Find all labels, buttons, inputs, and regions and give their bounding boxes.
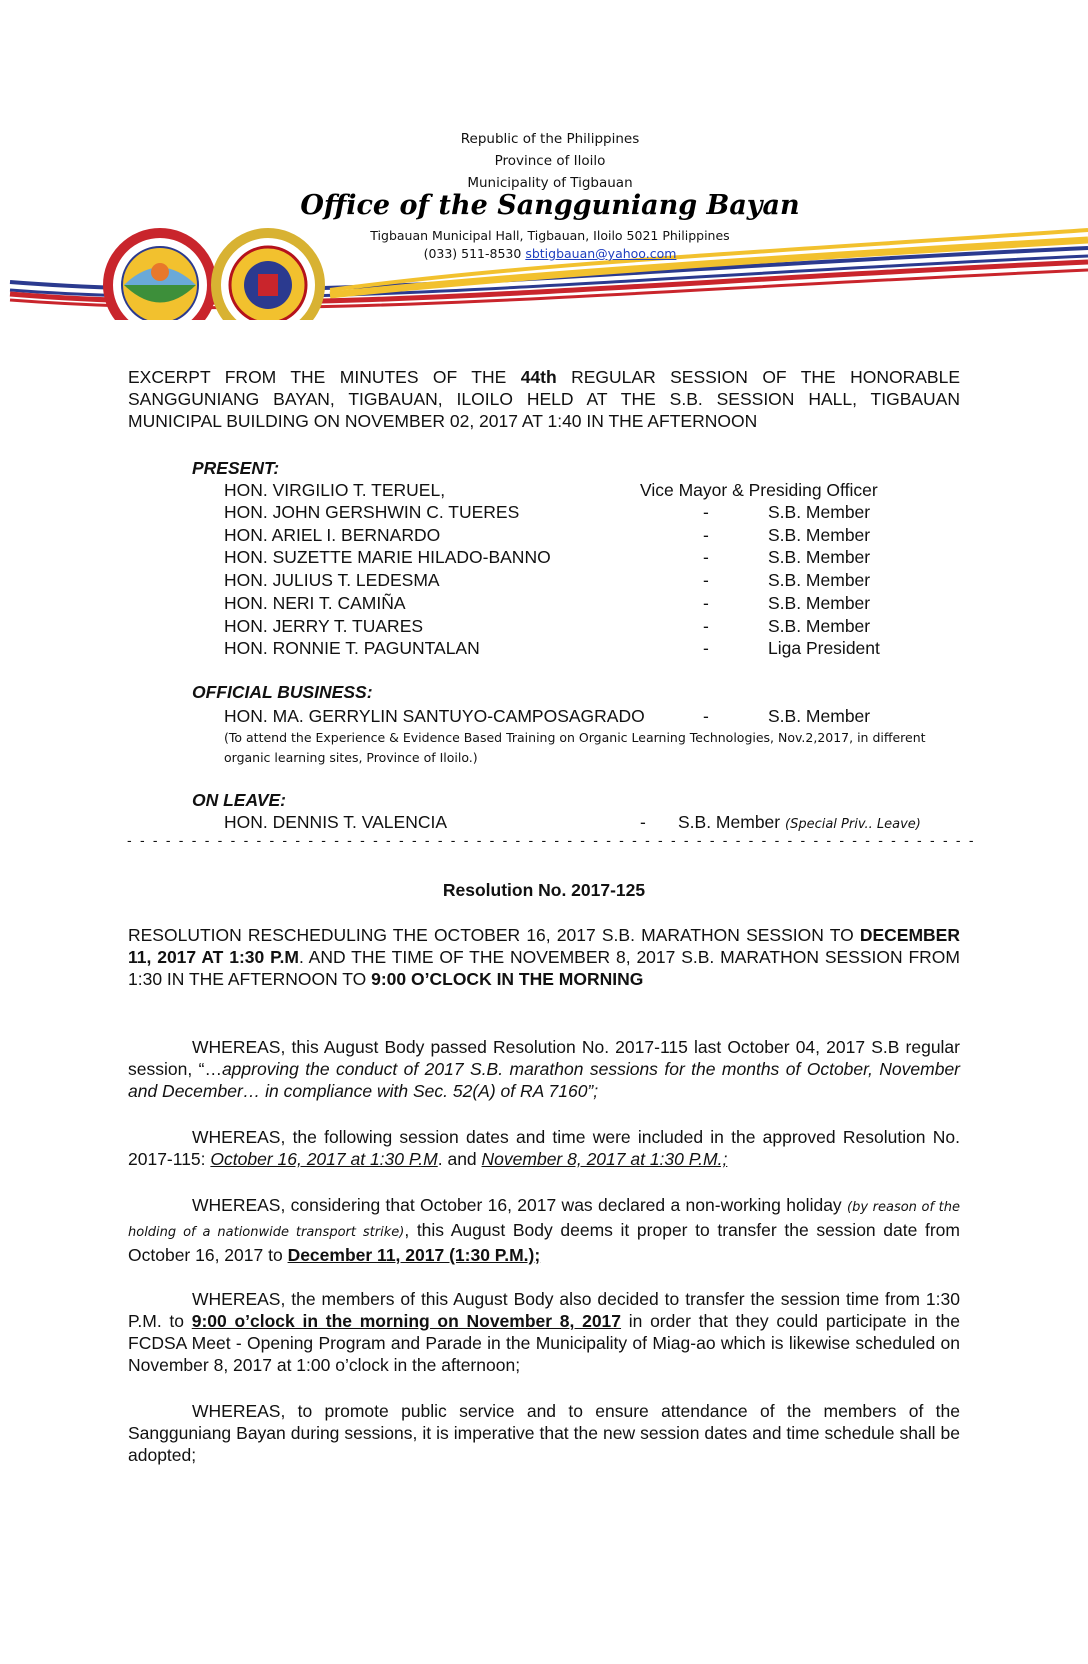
office-title: Office of the Sangguniang Bayan	[300, 190, 800, 221]
resolution-number: Resolution No. 2017-125	[442, 880, 646, 900]
member-role: S.B. Member	[768, 592, 871, 613]
resolution-title: RESOLUTION RESCHEDULING THE OCTOBER 16, 2017 S.B. MARATHON SESSION TO DECEMBER 11, 2017 AT 1:30 P.M. AND THE TIME OF THE NOVEMBER 8, 2017 S.B. MARATHON SESSION FROM 1:30 IN THE AFTERNOON TO 9:00 O’CLOCK IN THE MORNING	[128, 925, 960, 989]
whereas-clause-3: WHEREAS, considering that October 16, 2017 was declared a non-working holiday (by reason of the holding of a nationwide transport strike), this August Body deems it proper to transfer the session date from October 16, 2017 to December 11, 2017 (1:30 P.M.);	[128, 1195, 960, 1265]
whereas-clause-2: WHEREAS, the following session dates and time were included in the approved Resolution No. 2017-115: October 16, 2017 at 1:30 P.M. and November 8, 2017 at 1:30 P.M.;	[128, 1127, 960, 1169]
phone-number: (033) 511-8530	[423, 246, 522, 261]
member-name: HON. SUZETTE MARIE HILADO-BANNO	[224, 547, 551, 568]
contact-line	[300, 246, 800, 261]
member-dash: -	[703, 592, 709, 613]
on-leave-name: HON. DENNIS T. VALENCIA	[224, 812, 448, 832]
office-address: Tigbauan Municipal Hall, Tigbauan, Iloilo 5021 Philippines	[370, 228, 730, 243]
member-dash: -	[703, 524, 709, 545]
municipality-seal	[108, 233, 212, 320]
member-name: HON. JOHN GERSHWIN C. TUERES	[224, 502, 520, 522]
member-dash: -	[703, 502, 709, 522]
section-divider: - - - - - - - - - - - - - - - - - - - - - - - - - - - - - - - - - - - - - - - - - - - - - - - - - - - - - - - - - - - - - - - - - -	[127, 832, 976, 848]
member-dash: -	[703, 570, 709, 591]
on-leave-role-line	[678, 812, 921, 833]
member-name: HON. RONNIE T. PAGUNTALAN	[224, 638, 480, 659]
member-role: S.B. Member	[768, 502, 871, 522]
official-business-label: OFFICIAL BUSINESS:	[192, 682, 373, 702]
present-role: Vice Mayor & Presiding Officer	[640, 480, 878, 500]
member-dash: -	[703, 547, 709, 568]
on-leave-label: ON LEAVE:	[192, 790, 286, 810]
member-dash: -	[703, 615, 709, 636]
whereas-clause-5: WHEREAS, to promote public service and to ensure attendance of the members of the Sangguniang Bayan during sessions, it is imperative that the new session dates and time schedule shall be adopted;	[128, 1401, 960, 1465]
whereas-clause-4: WHEREAS, the members of this August Body also decided to transfer the session time from 1:30 P.M. to 9:00 o’clock in the morning on November 8, 2017 in order that they could participate in the FCDSA Meet - Opening Program and Parade in the Municipality of Miag-ao which is likewise scheduled on November 8, 2017 at 1:00 o’clock in the afternoon;	[128, 1289, 960, 1375]
on-leave-dash: -	[640, 812, 646, 832]
present-name: HON. VIRGILIO T. TERUEL,	[224, 480, 446, 500]
official-business-role: S.B. Member	[768, 706, 871, 726]
on-leave-role: S.B. Member	[678, 812, 781, 832]
member-name: HON. JERRY T. TUARES	[224, 615, 424, 636]
whereas-clause-1: WHEREAS, this August Body passed Resolution No. 2017-115 last October 04, 2017 S.B regular session, “…approving the conduct of 2017 S.B. marathon sessions for the months of October, November and December… in compliance with Sec. 52(A) of RA 7160”;	[128, 1037, 961, 1101]
member-role: Liga President	[768, 638, 880, 659]
excerpt-paragraph: EXCERPT FROM THE MINUTES OF THE 44th REGULAR SESSION OF THE HONORABLE SANGGUNIANG BAYAN, TIGBAUAN, ILOILO HELD AT THE S.B. SESSION HALL, TIGBAUAN MUNICIPAL BUILDING ON NOVEMBER 02, 2017 AT 1:40 IN THE AFTERNOON	[128, 367, 961, 431]
official-business-name: HON. MA. GERRYLIN SANTUYO-CAMPOSAGRADO	[224, 706, 645, 726]
municipality-line: Municipality of Tigbauan	[467, 175, 633, 191]
official-business-dash: -	[703, 706, 709, 726]
member-role: S.B. Member	[768, 615, 871, 636]
member-role: S.B. Member	[768, 524, 871, 545]
official-business-note: (To attend the Experience & Evidence Based Training on Organic Learning Technologies, Nov.2,2017, in different organic learning sites, Province of Iloilo.)	[224, 730, 926, 765]
republic-line: Republic of the Philippines	[460, 131, 640, 147]
member-name: HON. ARIEL I. BERNARDO	[224, 524, 441, 545]
province-line: Province of Iloilo	[494, 153, 606, 169]
member-name: HON. NERI T. CAMIÑA	[224, 592, 406, 613]
member-role: S.B. Member	[768, 570, 871, 591]
email-link[interactable]: sbtigbauan@yahoo.com	[525, 246, 677, 261]
member-name: HON. JULIUS T. LEDESMA	[224, 570, 440, 591]
present-label: PRESENT:	[192, 458, 280, 478]
on-leave-note: (Special Priv.. Leave)	[785, 817, 921, 832]
member-role: S.B. Member	[768, 547, 871, 568]
member-dash: -	[703, 638, 709, 659]
